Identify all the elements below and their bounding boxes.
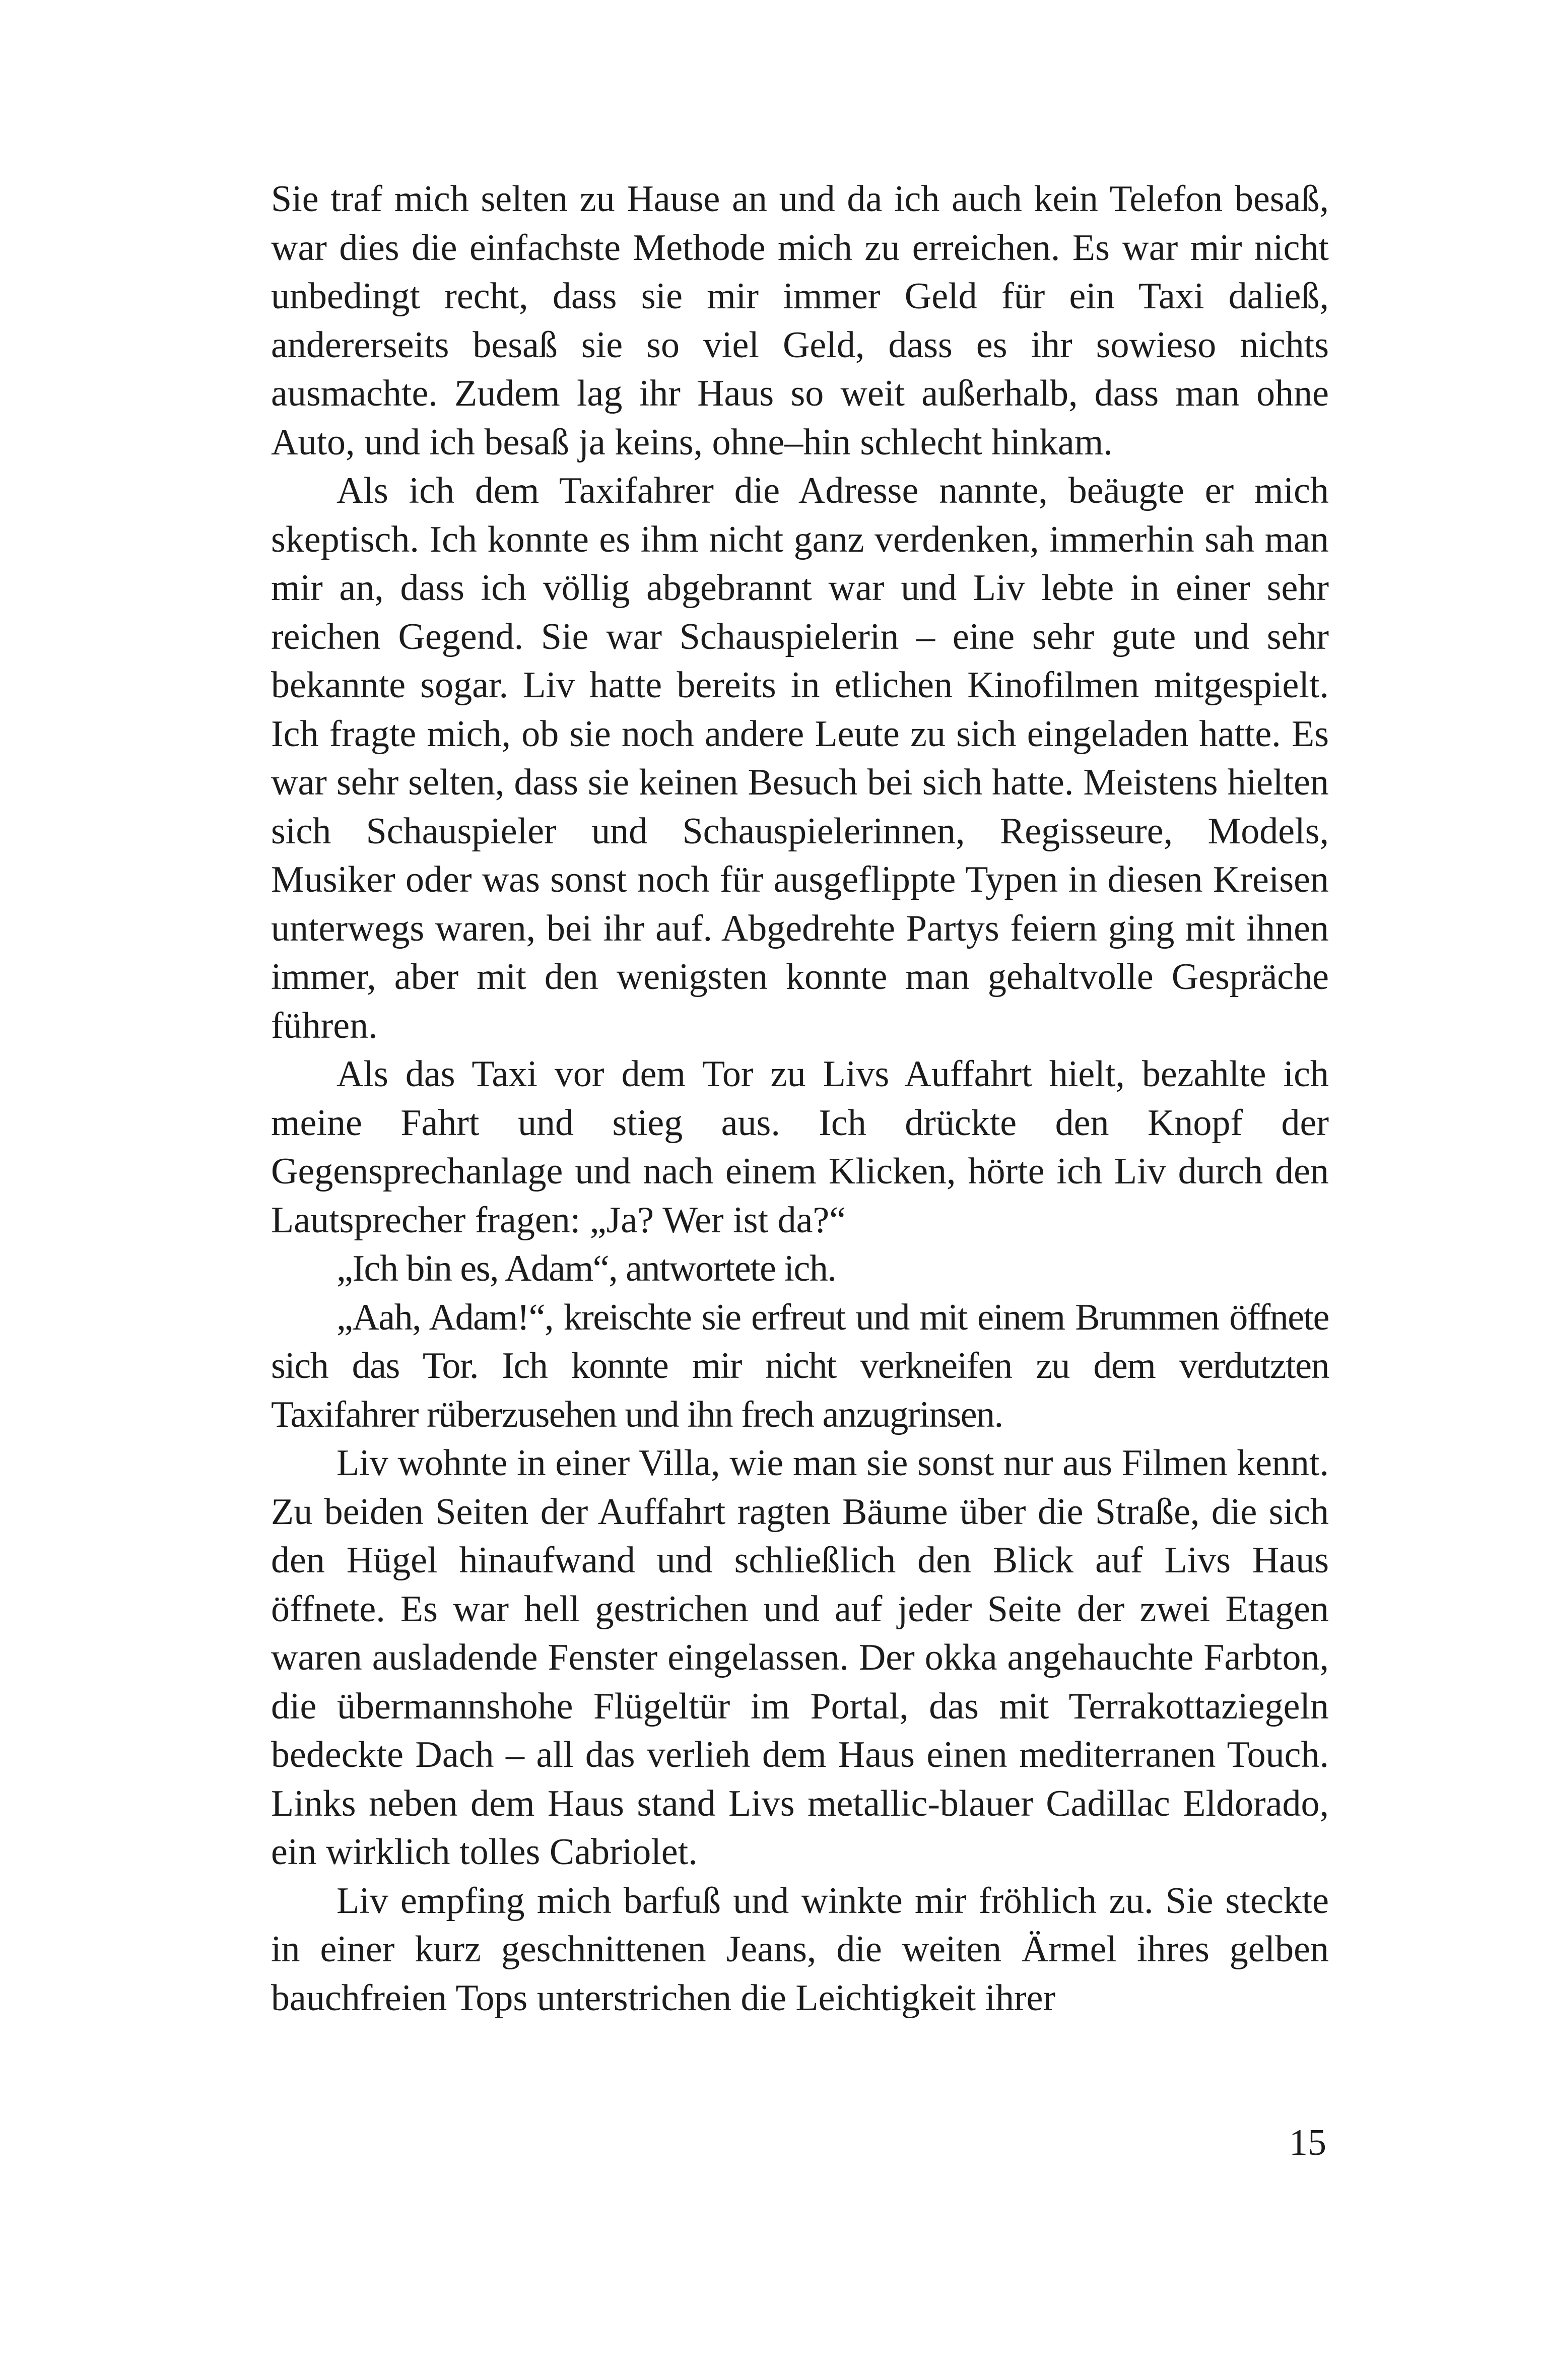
paragraph-2: Als ich dem Taxifahrer die Adresse nannte, beäugte er mich skeptisch. Ich konnte es ihm nicht ganz verdenken, immerhin sah man mir an, dass ich völlig abgebrannt war und Liv lebte in einer sehr reichen Gegend. Sie war Schauspielerin – eine sehr gute und sehr bekannte sogar. Liv hatte bereits in etlichen Kinofilmen mitgespielt. Ich fragte mich, ob sie noch andere Leute zu sich eingeladen hatte. Es war sehr selten, dass sie keinen Besuch bei sich hatte. Meistens hielten sich Schauspieler und Schauspielerinnen, Regisseure, Models, Musiker oder was sonst noch für ausgeflippte Typen in diesen Kreisen unterwegs waren, bei ihr auf. Abgedrehte Partys feiern ging mit ihnen immer, aber mit den wenigsten konnte man gehaltvolle Gespräche führen. xyxy=(271,470,1329,1046)
page-number: 15 xyxy=(1289,2122,1326,2163)
body-text xyxy=(271,175,1329,2022)
paragraph-6: Liv wohnte in einer Villa, wie man sie sonst nur aus Filmen kennt. Zu beiden Seiten der Auffahrt ragten Bäume über die Straße, die sich den Hügel hinaufwand und schließlich den Blick auf Livs Haus öffnete. Es war hell gestrichen und auf jeder Seite der zwei Etagen waren ausladende Fenster eingelassen. Der okka angehauchte Farbton, die übermannshohe Flügeltür im Portal, das mit Terrakottaziegeln bedeckte Dach – all das verlieh dem Haus einen mediterranen Touch. Links neben dem Haus stand Livs metallic-blauer Cadillac Eldorado, ein wirklich tolles Cabriolet. xyxy=(271,1442,1329,1873)
paragraph-5: „Aah, Adam!“, kreischte sie erfreut und mit einem Brummen öffnete sich das Tor. Ich konnte mir nicht verkneifen zu dem verdutzten Taxifahrer rüberzusehen und ihn frech anzugrinsen. xyxy=(271,1296,1329,1435)
paragraph-1: Sie traf mich selten zu Hause an und da ich auch kein Telefon besaß, war dies die einfachste Methode mich zu erreichen. Es war mir nicht unbedingt recht, dass sie mir immer Geld für ein Taxi daließ, andererseits besaß sie so viel Geld, dass es ihr sowieso nichts ausmachte. Zudem lag ihr Haus so weit außerhalb, dass man ohne Auto, und ich besaß ja keins, ohne–hin schlecht hinkam. xyxy=(271,178,1329,463)
paragraph-3: Als das Taxi vor dem Tor zu Livs Auffahrt hielt, bezahlte ich meine Fahrt und stieg aus. Ich drückte den Knopf der Gegensprechanlage und nach einem Klicken, hörte ich Liv durch den Lautsprecher fragen: „Ja? Wer ist da?“ xyxy=(271,1053,1329,1241)
paragraph-7: Liv empfing mich barfuß und winkte mir fröhlich zu. Sie steckte in einer kurz geschnittenen Jeans, die weiten Ärmel ihres gelben bauchfreien Tops unterstrichen die Leichtigkeit ihrer xyxy=(271,1880,1329,2019)
paragraph-4: „Ich bin es, Adam“, antwortete ich. xyxy=(337,1248,836,1289)
